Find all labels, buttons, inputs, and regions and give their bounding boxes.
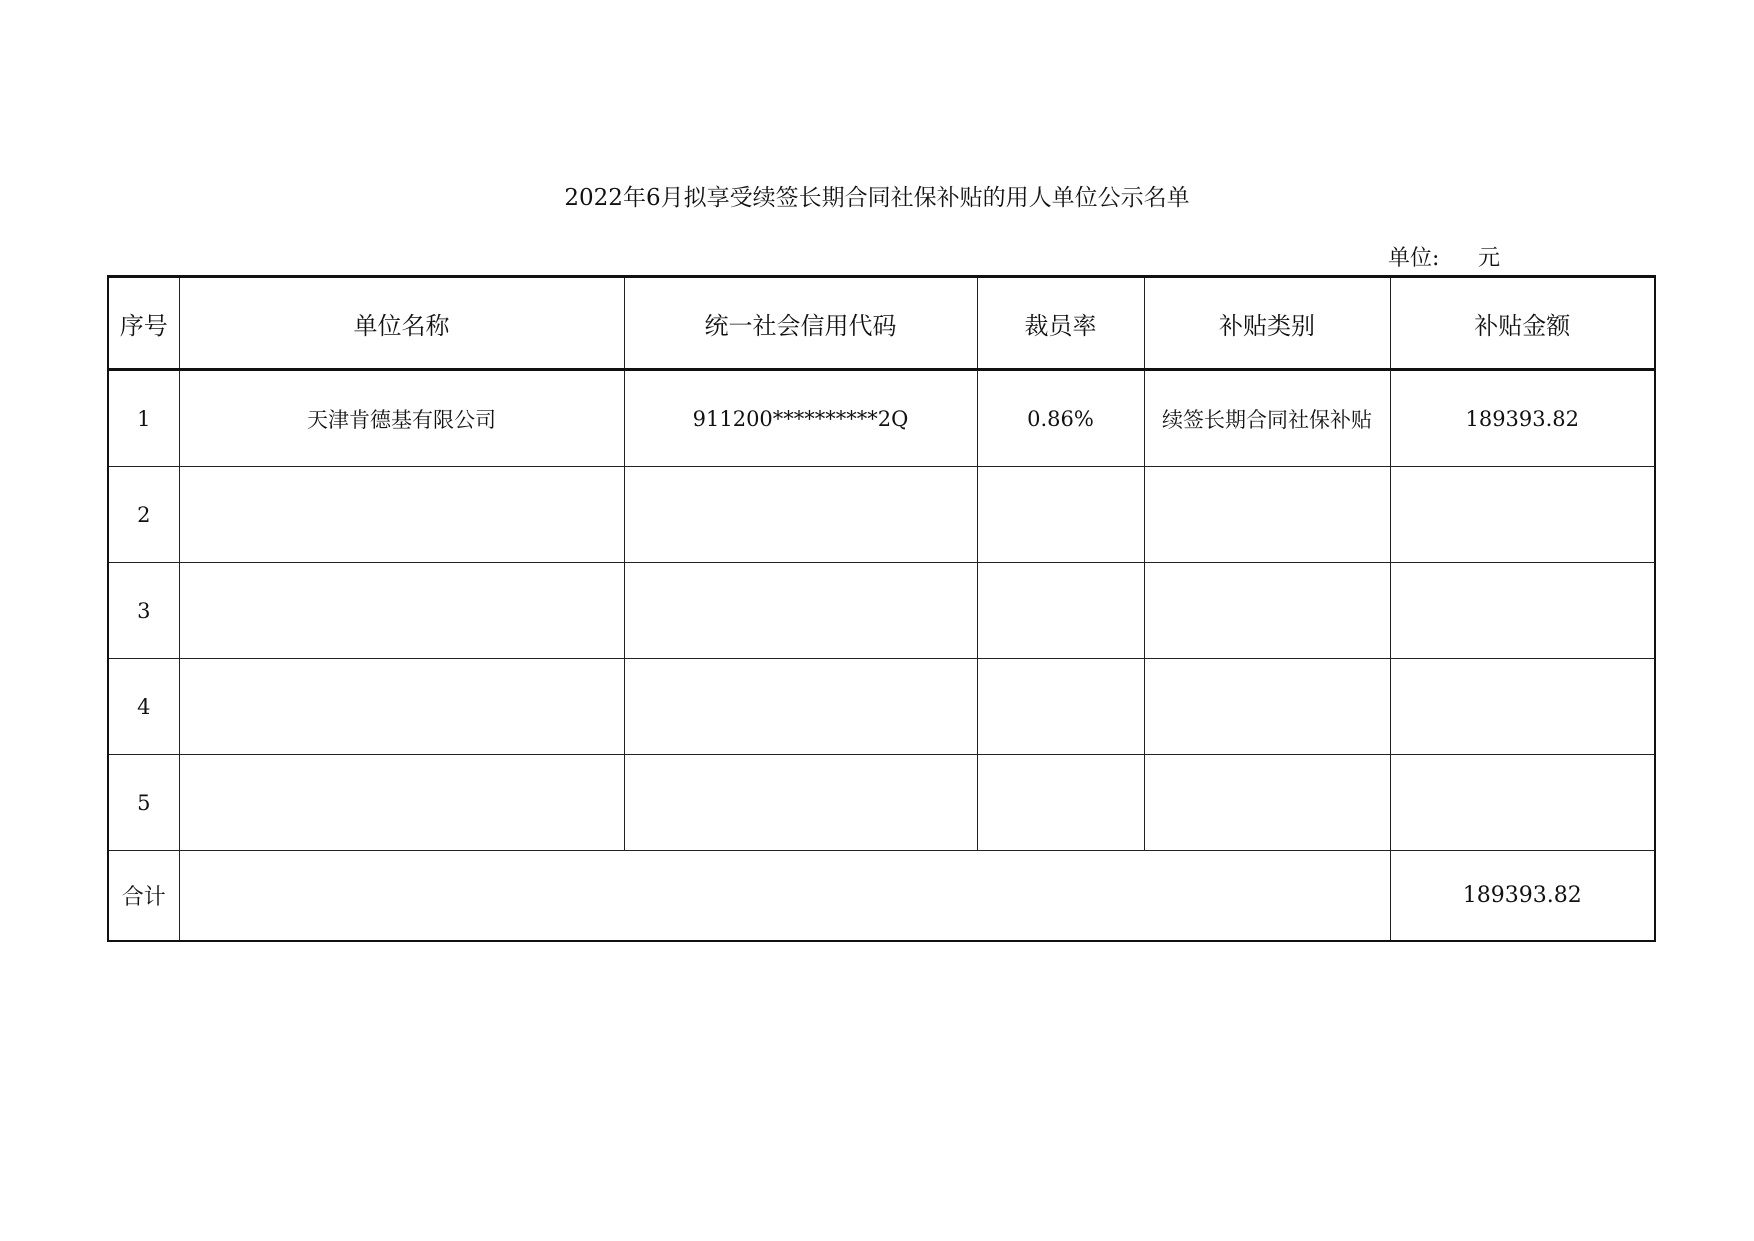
- table-row: [108, 467, 1655, 563]
- unit-value: 元: [1478, 246, 1501, 271]
- cell-name: [179, 755, 624, 851]
- cell-amount: [1390, 659, 1655, 755]
- cell-rate: [977, 659, 1144, 755]
- subsidy-table: [107, 275, 1656, 942]
- header-seq: 序号: [108, 277, 179, 370]
- cell-seq: 3: [108, 563, 179, 659]
- cell-type: [1144, 563, 1390, 659]
- cell-amount: [1390, 563, 1655, 659]
- total-row: [108, 851, 1655, 942]
- cell-amount: [1390, 755, 1655, 851]
- cell-seq: 5: [108, 755, 179, 851]
- cell-rate: [977, 755, 1144, 851]
- cell-code: 911200**********2Q: [624, 370, 977, 467]
- table-row: [108, 659, 1655, 755]
- cell-amount: [1390, 467, 1655, 563]
- cell-name: [179, 659, 624, 755]
- cell-type: [1144, 755, 1390, 851]
- header-code: 统一社会信用代码: [624, 277, 977, 370]
- cell-code: [624, 563, 977, 659]
- total-blank-cell: [179, 851, 1390, 942]
- document-title: 2022年6月拟享受续签长期合同社保补贴的用人单位公示名单: [564, 185, 1190, 211]
- cell-name: [179, 467, 624, 563]
- cell-code: [624, 755, 977, 851]
- cell-name: 天津肯德基有限公司: [179, 370, 624, 467]
- cell-type: [1144, 467, 1390, 563]
- header-rate: 裁员率: [977, 277, 1144, 370]
- cell-name: [179, 563, 624, 659]
- cell-code: [624, 659, 977, 755]
- table-row: [108, 563, 1655, 659]
- cell-type: [1144, 659, 1390, 755]
- header-amount: 补贴金额: [1390, 277, 1655, 370]
- unit-label: 单位:: [1388, 246, 1440, 271]
- cell-type: 续签长期合同社保补贴: [1144, 370, 1390, 467]
- unit-note: [1388, 244, 1500, 274]
- header-row: [108, 277, 1655, 370]
- table-row: [108, 370, 1655, 467]
- header-type: 补贴类别: [1144, 277, 1390, 370]
- total-amount: 189393.82: [1390, 851, 1655, 942]
- header-name: 单位名称: [179, 277, 624, 370]
- cell-rate: [977, 467, 1144, 563]
- cell-seq: 4: [108, 659, 179, 755]
- cell-seq: 1: [108, 370, 179, 467]
- cell-code: [624, 467, 977, 563]
- total-label: 合计: [108, 851, 179, 942]
- table-row: [108, 755, 1655, 851]
- cell-rate: [977, 563, 1144, 659]
- cell-rate: 0.86%: [977, 370, 1144, 467]
- cell-seq: 2: [108, 467, 179, 563]
- cell-amount: 189393.82: [1390, 370, 1655, 467]
